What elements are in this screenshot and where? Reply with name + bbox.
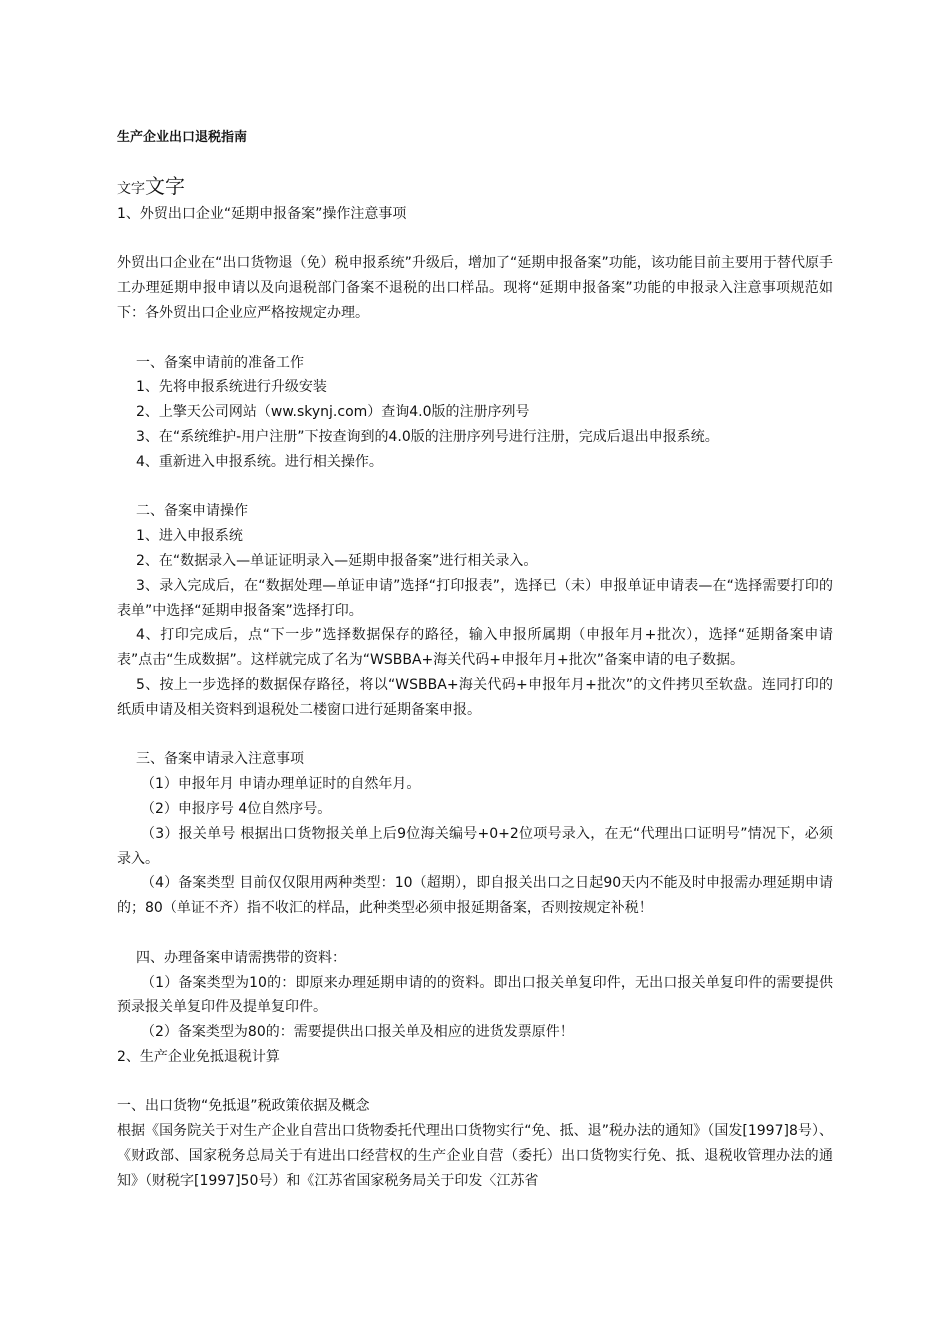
heading-line — [117, 174, 833, 202]
blank-line — [117, 227, 833, 252]
list-item: 4、重新进入申报系统。进行相关操作。 — [136, 453, 383, 470]
paragraph: 外贸出口企业在“出口货物退（免）税申报系统”升级后，增加了“延期申报备案”功能，该功能目前主要用于替代原手工办理延期申报申请以及向退税部门备案不退税的出口样品。现将“延期申报备案”功能的申报录入注意事项规范如下：各外贸出口企业应严格按规定办理。 — [117, 255, 833, 321]
list-item: （3）报关单号 根据出口货物报关单上后9位海关编号+0+2位项号录入，在无“代理出口证明号”情况下，必须录入。 — [117, 825, 833, 867]
blank-line — [117, 475, 833, 500]
subsection-title: 一、出口货物“免抵退”税政策依据及概念 — [117, 1098, 370, 1115]
list-item: 3、在“系统维护-用户注册”下按查询到的4.0版的注册序列号进行注册，完成后退出申报系统。 — [136, 428, 719, 445]
subsection-title: 四、办理备案申请需携带的资料： — [136, 949, 346, 966]
list-item: 5、按上一步选择的数据保存路径，将以“WSBBA+海关代码+申报年月+批次”的文件拷贝至软盘。连同打印的纸质申请及相关资料到退税处二楼窗口进行延期备案申报。 — [117, 676, 833, 718]
list-item: （1）备案类型为10的：即原来办理延期申请的的资料。即出口报关单复印件，无出口报关单复印件的需要提供预录报关单复印件及提单复印件。 — [117, 974, 833, 1016]
list-item: 4、打印完成后，点“下一步”选择数据保存的路径，输入申报所属期（申报年月+批次），选择“延期备案申请表”点击“生成数据”。这样就完成了名为“WSBBA+海关代码+申报年月+批次”备案申请的电子数据。 — [117, 627, 833, 669]
list-item: （2）备案类型为80的：需要提供出口报关单及相应的进货发票原件！ — [141, 1024, 574, 1041]
list-item: 1、先将申报系统进行升级安装 — [136, 379, 327, 396]
section-title: 1、外贸出口企业“延期申报备案”操作注意事项 — [117, 205, 407, 222]
document-page — [117, 0, 833, 1344]
subsection-title: 二、备案申请操作 — [136, 503, 248, 520]
list-item: （2）申报序号 4位自然序号。 — [141, 800, 332, 817]
list-item: 2、在“数据录入—单证证明录入—延期申报备案”进行相关录入。 — [136, 552, 538, 569]
blank-line — [117, 326, 833, 351]
list-item: 2、上擎天公司网站（ww.skynj.com）查询4.0版的注册序列号 — [136, 404, 530, 421]
section-title: 2、生产企业免抵退税计算 — [117, 1048, 280, 1065]
list-item: （1）申报年月 申请办理单证时的自然年月。 — [141, 776, 421, 793]
blank-line — [117, 723, 833, 748]
heading-large-text: 文字 — [145, 174, 185, 198]
heading-small-text: 文字 — [117, 181, 145, 197]
document-title: 生产企业出口退税指南 — [117, 130, 248, 145]
subsection-title: 三、备案申请录入注意事项 — [136, 751, 304, 768]
list-item: 1、进入申报系统 — [136, 528, 243, 545]
list-item: 3、录入完成后，在“数据处理—单证申请”选择“打印报表”，选择已（未）申报单证申请表—在“选择需要打印的表单”中选择“延期申报备案”选择打印。 — [117, 577, 833, 619]
paragraph: 根据《国务院关于对生产企业自营出口货物委托代理出口货物实行“免、抵、退”税办法的通知》（国发[1997]8号）、《财政部、国家税务总局关于有进出口经营权的生产企业自营（委托）出口货物实行免、抵、退税收管理办法的通知》（财税字[1997]50号）和《江苏省国家税务局关于印发〈江苏省 — [117, 1123, 833, 1189]
list-item: （4）备案类型 目前仅仅限用两种类型：10（超期），即自报关出口之日起90天内不能及时申报需办理延期申请的；80（单证不齐）指不收汇的样品，此种类型必须申报延期备案，否则按规定补税！ — [117, 875, 833, 917]
subsection-title: 一、备案申请前的准备工作 — [136, 354, 304, 371]
document-body — [117, 174, 833, 1194]
blank-line — [117, 1070, 833, 1095]
blank-line — [117, 921, 833, 946]
